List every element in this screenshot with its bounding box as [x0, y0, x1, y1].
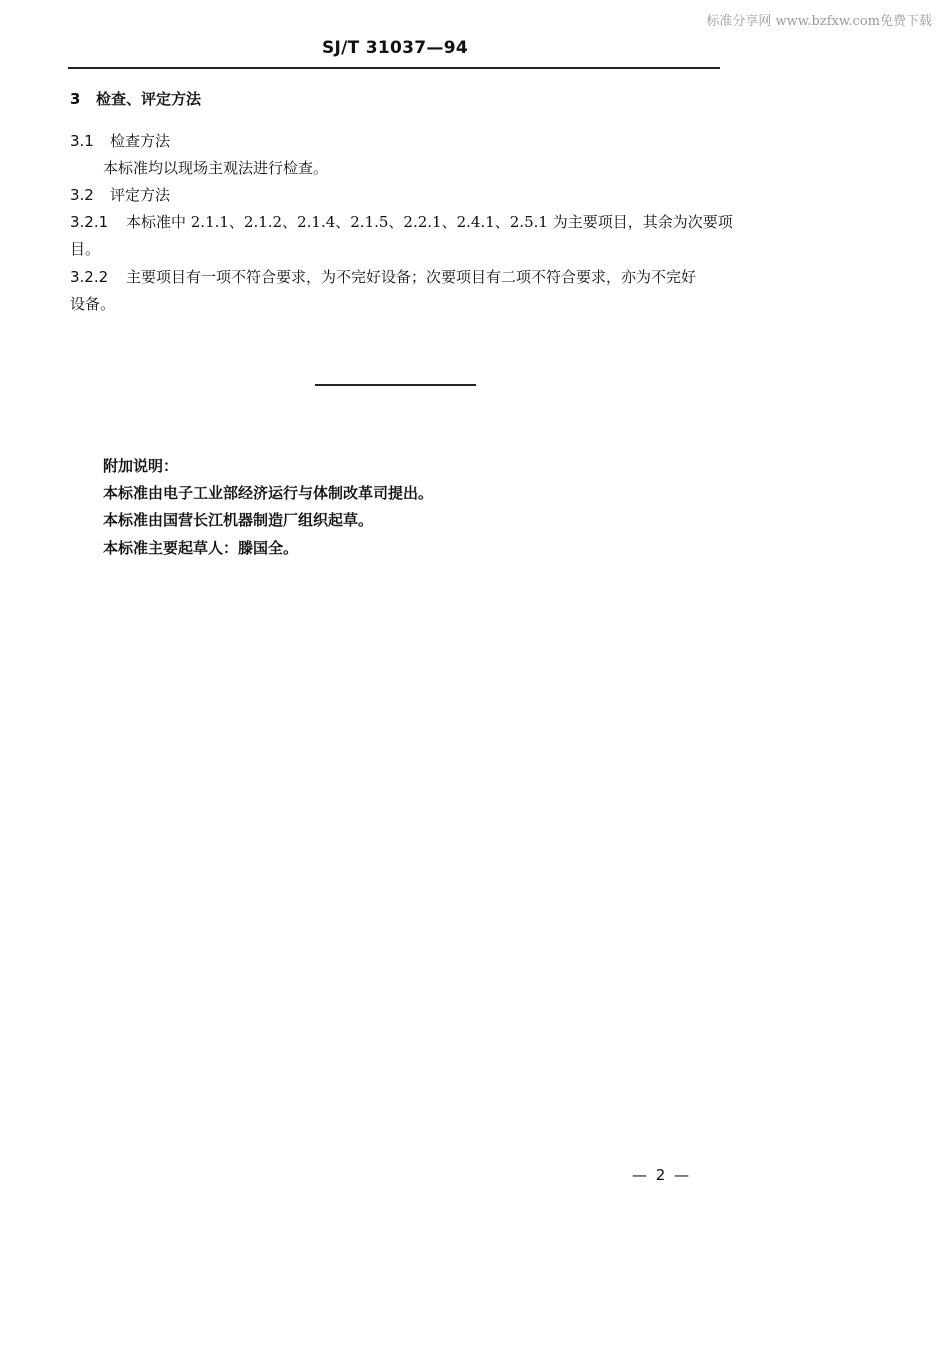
clause-number: 3.2.2: [70, 268, 109, 286]
subsection-number: 3.2: [70, 186, 94, 204]
clause-3-2-1: [70, 212, 733, 232]
watermark-text: 标准分享网 www.bzfxw.com免费下载: [706, 14, 932, 29]
subsection-title: 评定方法: [110, 186, 171, 204]
subsection-3-1-body: 本标准均以现场主观法进行检查。: [103, 159, 329, 177]
clause-number: 3.2.1: [70, 213, 109, 231]
section-title: 检查、评定方法: [96, 90, 202, 108]
page-number: — 2 —: [632, 1166, 692, 1184]
subsection-3-1-heading: [70, 131, 170, 151]
clause-text-line: 主要项目有一项不符合要求，为不完好设备；次要项目有二项不符合要求，亦为不完好: [126, 268, 697, 286]
notes-line: 本标准由电子工业部经济运行与体制改革司提出。: [103, 484, 434, 502]
subsection-3-2-heading: [70, 185, 170, 205]
subsection-number: 3.1: [70, 132, 94, 150]
notes-line: 本标准由国营长江机器制造厂组织起草。: [103, 511, 374, 529]
clause-3-2-2-continuation: 设备。: [70, 295, 116, 313]
subsection-title: 检查方法: [110, 132, 171, 150]
standard-code-header: SJ/T 31037—94: [322, 38, 468, 58]
end-separator-rule: [315, 384, 476, 386]
clause-3-2-2: [70, 267, 696, 287]
section-3-heading: [70, 89, 201, 109]
notes-title: 附加说明：: [103, 457, 179, 475]
clause-text-line: 本标准中 2.1.1、2.1.2、2.1.4、2.1.5、2.2.1、2.4.1、2.5.1 为主要项目，其余为次要项: [126, 213, 733, 231]
header-rule: [68, 67, 720, 69]
notes-line: 本标准主要起草人：滕国全。: [103, 539, 299, 557]
clause-3-2-1-continuation: 目。: [70, 240, 101, 258]
section-number: 3: [70, 90, 81, 108]
